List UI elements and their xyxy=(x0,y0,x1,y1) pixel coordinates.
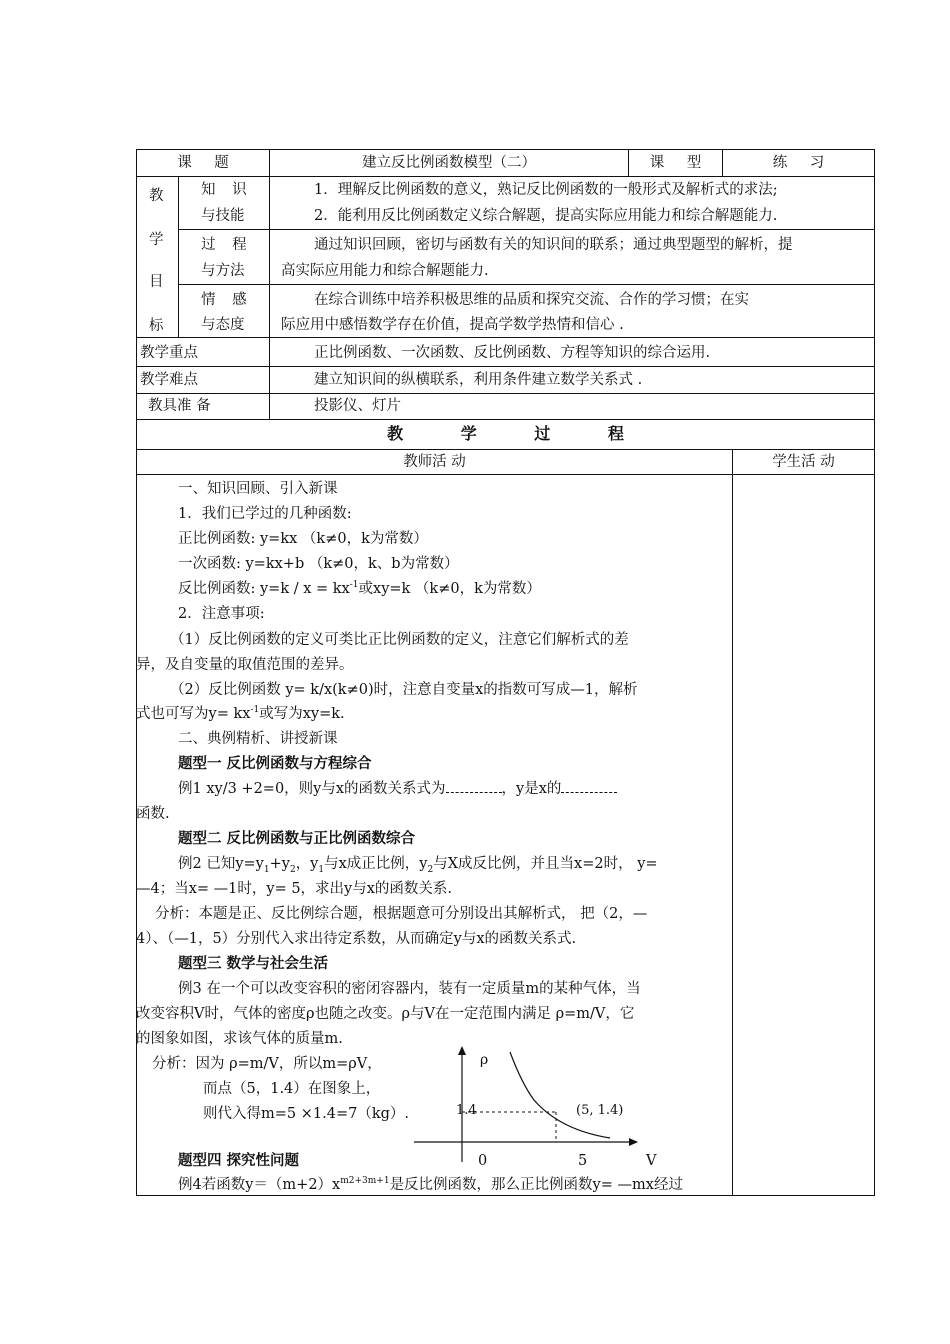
key-points-label: 教学重点 xyxy=(140,345,198,361)
formula-direct: 正比例函数: y=kx （k≠0，k为常数） xyxy=(178,531,428,547)
formula-inverse: 反比例函数: $y=k / x = kx^{-1}$或xy=k （k≠0，k为常数） xyxy=(178,580,541,597)
example-1-line-1: 例1 xy/3 +2=0，则y与x的函数关系式为 ，y是x的 xyxy=(178,779,617,799)
attitude-label-1: 情 感 xyxy=(201,292,247,308)
table-border-bottom xyxy=(136,1195,875,1196)
teaching-aids-label: 教具准 备 xyxy=(148,398,211,414)
type-4-heading: 题型四 探究性问题 xyxy=(178,1152,300,1169)
answer-blank-2[interactable] xyxy=(561,780,617,793)
graph-x-axis-label: V xyxy=(646,1153,657,1169)
section-1-item-1: 1．我们已学过的几种函数: xyxy=(178,506,352,522)
knowledge-label-2: 与技能 xyxy=(201,208,245,224)
knowledge-text-1: 1．理解反比例函数的意义，熟记反比例函数的一般形式及解析式的求法; xyxy=(314,182,778,198)
x-axis-arrow xyxy=(629,1138,638,1146)
example-2-line-2: —4；当x= —1时，y= 5，求出y与x的函数关系. xyxy=(136,881,453,897)
analysis-3-line-1: 分析：因为 ρ=m/V，所以m=ρV， xyxy=(152,1056,382,1072)
objectives-group-label-2: 学 xyxy=(149,232,164,248)
example-3-line-3: 的图象如图，求该气体的质量m. xyxy=(136,1031,343,1047)
point-label: (5, 1.4) xyxy=(576,1103,624,1118)
key-points-value: 正比例函数、一次函数、反比例函数、方程等知识的综合运用. xyxy=(314,345,711,361)
formula-linear: 一次函数: y=kx+b （k≠0，k、b为常数） xyxy=(178,556,459,572)
objectives-group-label-4: 标 xyxy=(149,318,164,334)
type-label: 课 型 xyxy=(649,155,702,171)
y-tick-label: 1.4 xyxy=(456,1103,477,1118)
hyperbola-curve xyxy=(510,1052,610,1138)
course-label: 课 题 xyxy=(177,155,229,171)
teaching-aids-value: 投影仪、灯片 xyxy=(314,398,401,414)
type-3-heading: 题型三 数学与社会生活 xyxy=(178,955,329,972)
analysis-2-line-1: 分析：本题是正、反比例综合题，根据题意可分别设出其解析式， 把（2，— xyxy=(155,906,648,922)
graph-origin-label: 0 xyxy=(478,1153,488,1169)
knowledge-label-1: 知 识 xyxy=(201,182,247,198)
attitude-text-1: 在综合训练中培养积极思维的品质和探究交流、合作的学习惯；在实 xyxy=(314,292,749,308)
process-text-2: 高实际应用能力和综合解题能力. xyxy=(281,263,489,279)
y-axis-arrow xyxy=(458,1046,466,1055)
type-value: 练 习 xyxy=(772,155,825,171)
student-activity-header: 学生活 动 xyxy=(772,454,835,470)
example-1-line-2: 函数. xyxy=(136,806,170,822)
attitude-text-2: 际应用中感悟数学存在价值，提高学数学热情和信心 . xyxy=(281,317,624,333)
section-2-heading: 二、典例精析、讲授新课 xyxy=(178,731,338,747)
example-2-line-1: 例2 已知$y=y_1+y_2$，$y_1$与x成正比例，$y_2$与X成反比例，并且当x=2时， y= xyxy=(178,856,658,875)
analysis-2-line-2: 4）、（—1，5）分别代入求出待定系数，从而确定y与x的函数关系式. xyxy=(136,931,577,947)
table-border-right xyxy=(874,149,875,1196)
section-1-heading: 一、知识回顾、引入新课 xyxy=(178,481,338,497)
analysis-3-line-2: 而点（5，1.4）在图象上， xyxy=(203,1081,381,1097)
table-border-top xyxy=(136,149,875,150)
process-label-2: 与方法 xyxy=(201,263,245,279)
type-2-heading: 题型二 反比例函数与正比例函数综合 xyxy=(178,830,416,847)
example-4-line-1: 例4若函数$y=(m+2)x^{m2+3m+1}$是反比例函数，那么正比例函数y= —mx经过 xyxy=(178,1176,683,1193)
note-1-line-1: （1）反比例函数的定义可类比正比例函数的定义，注意它们解析式的差 xyxy=(170,632,629,648)
example-3-line-1: 例3 在一个可以改变容积的密闭容器内，装有一定质量m的某种气体，当 xyxy=(178,981,641,997)
answer-blank-1[interactable] xyxy=(446,780,502,793)
type-1-heading: 题型一 反比例函数与方程综合 xyxy=(178,755,372,772)
course-title: 建立反比例函数模型（二） xyxy=(362,155,536,171)
analysis-3-line-3: 则代入得m=5 ×1.4=7（kg）. xyxy=(203,1106,409,1122)
objectives-group-label-1: 教 xyxy=(149,188,164,204)
density-volume-graph xyxy=(410,1044,650,1172)
process-label-1: 过 程 xyxy=(201,237,247,253)
process-title: 教 学 过 程 xyxy=(387,424,624,443)
objectives-group-label-3: 目 xyxy=(149,274,164,290)
graph-x-tick-label: 5 xyxy=(578,1153,588,1169)
section-1-item-2: 2．注意事项: xyxy=(178,606,265,622)
attitude-label-2: 与态度 xyxy=(201,317,245,333)
difficulty-value: 建立知识间的纵横联系，利用条件建立数学关系式 . xyxy=(314,372,643,388)
example-3-line-2: 改变容积V时，气体的密度ρ也随之改变。ρ与V在一定范围内满足 ρ=m/V，它 xyxy=(136,1006,635,1022)
note-1-line-2: 异，及自变量的取值范围的差异。 xyxy=(136,657,354,673)
note-2-line-1: （2）反比例函数 y= k/x(k≠0)时，注意自变量x的指数可写成—1，解析 xyxy=(170,682,638,698)
teacher-activity-header: 教师活 动 xyxy=(403,454,466,470)
difficulty-label: 教学难点 xyxy=(140,372,198,388)
note-2-line-2: 式也可写为$y= kx^{-1}$或写为xy=k. xyxy=(136,705,345,722)
process-text-1: 通过知识回顾，密切与函数有关的知识间的联系；通过典型题型的解析，提 xyxy=(314,237,793,253)
y-axis-label: ρ xyxy=(480,1052,489,1068)
knowledge-text-2: 2．能利用反比例函数定义综合解题，提高实际应用能力和综合解题能力. xyxy=(314,208,778,224)
